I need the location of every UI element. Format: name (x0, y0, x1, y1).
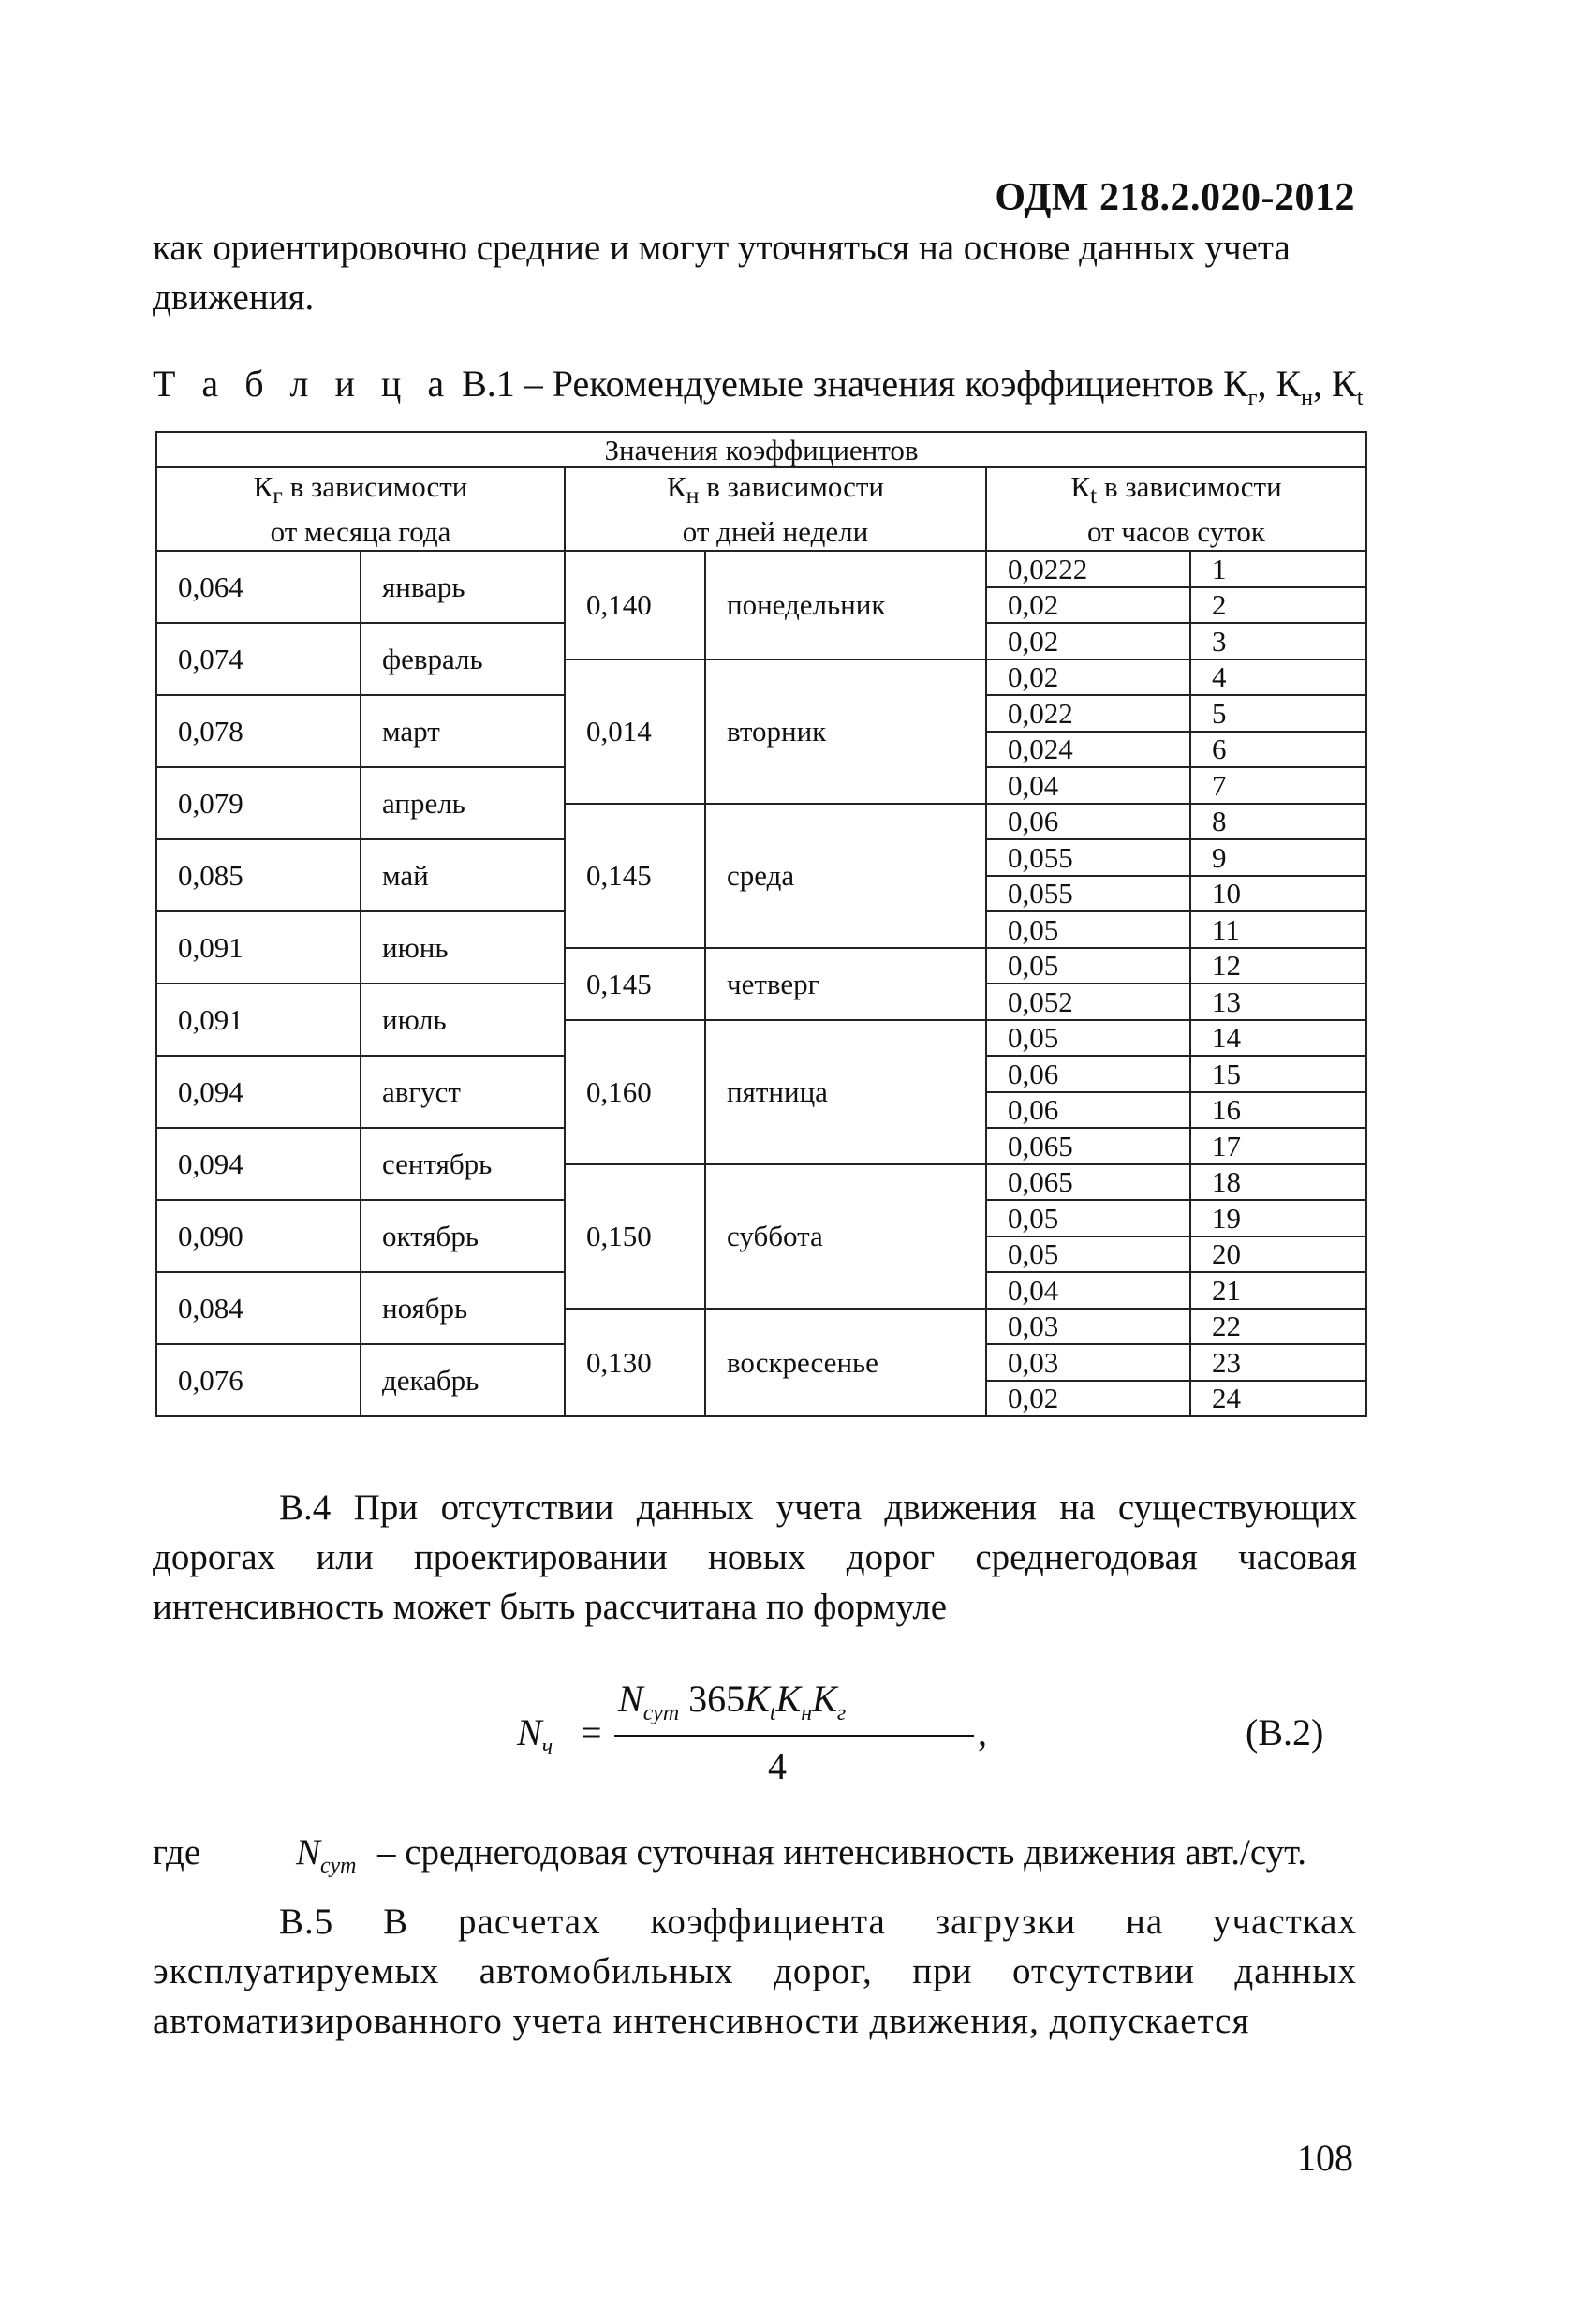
hour-coefficient: 0,0222 (986, 551, 1190, 587)
caption-sep-1: , К (1257, 363, 1302, 405)
hour-coefficient: 0,05 (986, 1236, 1190, 1273)
formula-number: (В.2) (1246, 1711, 1324, 1754)
intro-paragraph: как ориентировочно средние и могут уточняться на основе данных учета движения. (153, 228, 1291, 318)
hour-coefficient: 0,04 (986, 767, 1190, 804)
hour-number: 21 (1190, 1272, 1366, 1309)
month-name: ноябрь (361, 1272, 565, 1344)
hour-number: 8 (1190, 804, 1366, 840)
table-row (156, 551, 1366, 587)
hour-coefficient: 0,065 (986, 1164, 1190, 1201)
month-name: март (361, 695, 565, 767)
caption-prefix: Т а б л и ц а (153, 363, 453, 405)
hour-number: 6 (1190, 732, 1366, 768)
month-coefficient: 0,076 (156, 1344, 361, 1416)
day-coefficient: 0,014 (565, 659, 705, 804)
section-b5-paragraph: В.5 В расчетах коэффициента загрузки на участках эксплуатируемых автомобильных дорог, при отсутствии данных автоматизированного учета интенсивности движения, допускается (153, 1902, 1357, 2041)
month-coefficient: 0,078 (156, 695, 361, 767)
hour-number: 18 (1190, 1164, 1366, 1201)
section-b4-paragraph: В.4 При отсутствии данных учета движения на существующих дорогах или проектировании новых дорог среднегодовая часовая интенсивность может быть рассчитана по формуле (153, 1488, 1357, 1627)
caption-sub-r: г (1247, 386, 1258, 410)
table-caption (153, 362, 1363, 411)
day-coefficient: 0,140 (565, 551, 705, 659)
hour-coefficient: 0,05 (986, 1020, 1190, 1057)
header-kn (565, 467, 986, 551)
hour-number: 3 (1190, 623, 1366, 659)
day-coefficient: 0,145 (565, 948, 705, 1020)
hour-coefficient: 0,02 (986, 623, 1190, 659)
hour-coefficient: 0,05 (986, 1200, 1190, 1236)
hour-number: 24 (1190, 1381, 1366, 1417)
hour-coefficient: 0,052 (986, 984, 1190, 1020)
day-coefficient: 0,145 (565, 804, 705, 948)
hour-coefficient: 0,022 (986, 695, 1190, 732)
where-label: где (153, 1832, 201, 1873)
month-coefficient: 0,064 (156, 551, 361, 623)
hour-coefficient: 0,03 (986, 1344, 1190, 1381)
header-kt (986, 467, 1366, 551)
hour-coefficient: 0,05 (986, 911, 1190, 948)
hour-number: 1 (1190, 551, 1366, 587)
header-kr-text: в зависимости (282, 470, 468, 503)
hour-number: 22 (1190, 1309, 1366, 1345)
header-kt-text: в зависимости (1097, 470, 1282, 503)
hour-number: 13 (1190, 984, 1366, 1020)
hour-coefficient: 0,06 (986, 1092, 1190, 1129)
day-name: вторник (705, 659, 986, 804)
hour-number: 12 (1190, 948, 1366, 984)
hour-number: 11 (1190, 911, 1366, 948)
header-kr-sub: г (273, 481, 283, 510)
table-main-header: Значения коэффициентов (156, 432, 1366, 467)
document-code: ОДМ 218.2.020-2012 (995, 176, 1355, 219)
month-coefficient: 0,079 (156, 767, 361, 839)
formula-lhs-sub: ч (541, 1735, 553, 1759)
month-name: февраль (361, 623, 565, 695)
caption-text: В.1 – Рекомендуемые значения коэффициентов К (462, 363, 1248, 405)
month-coefficient: 0,094 (156, 1056, 361, 1128)
hour-number: 5 (1190, 695, 1366, 732)
where-symbol-sub: сут (320, 1853, 357, 1878)
month-coefficient: 0,074 (156, 623, 361, 695)
hour-coefficient: 0,02 (986, 587, 1190, 624)
hour-coefficient: 0,024 (986, 732, 1190, 768)
page-number: 108 (1297, 2137, 1353, 2179)
fraction-bar (614, 1735, 974, 1737)
formula-comma: , (978, 1711, 987, 1754)
hour-coefficient: 0,055 (986, 876, 1190, 912)
hour-number: 17 (1190, 1128, 1366, 1164)
formula-denominator: 4 (768, 1745, 787, 1787)
hour-number: 14 (1190, 1020, 1366, 1057)
month-name: октябрь (361, 1200, 565, 1272)
caption-sub-t: t (1356, 386, 1364, 410)
formula-b2 (517, 1677, 1004, 1787)
hour-coefficient: 0,05 (986, 948, 1190, 984)
hour-coefficient: 0,03 (986, 1309, 1190, 1345)
month-name: август (361, 1056, 565, 1128)
month-coefficient: 0,091 (156, 911, 361, 984)
hour-number: 9 (1190, 839, 1366, 876)
header-kn-line2: от дней недели (682, 515, 869, 549)
day-name: четверг (705, 948, 986, 1020)
day-name: среда (705, 804, 986, 948)
hour-number: 20 (1190, 1236, 1366, 1273)
where-clause (153, 1831, 1307, 1878)
month-coefficient: 0,090 (156, 1200, 361, 1272)
header-kr (156, 467, 565, 551)
header-kn-text: в зависимости (699, 470, 885, 503)
month-coefficient: 0,094 (156, 1128, 361, 1200)
hour-number: 16 (1190, 1092, 1366, 1129)
header-kr-line2: от месяца года (270, 515, 451, 549)
formula-lhs: $N_ч$ (517, 1711, 553, 1759)
hour-number: 23 (1190, 1344, 1366, 1381)
formula-numerator: $N_{сут}$ $365K_tK_нK_г$ (618, 1678, 847, 1725)
where-text: – среднегодовая суточная интенсивность движения авт./сут. (377, 1832, 1307, 1873)
day-name: пятница (705, 1020, 986, 1164)
month-name: май (361, 839, 565, 911)
hour-coefficient: 0,02 (986, 1381, 1190, 1417)
hour-number: 4 (1190, 659, 1366, 696)
month-name: сентябрь (361, 1128, 565, 1200)
header-kt-sub: t (1090, 481, 1098, 510)
hour-coefficient: 0,06 (986, 804, 1190, 840)
hour-coefficient: 0,055 (986, 839, 1190, 876)
month-coefficient: 0,085 (156, 839, 361, 911)
month-coefficient: 0,091 (156, 984, 361, 1056)
hour-coefficient: 0,02 (986, 659, 1190, 696)
month-name: декабрь (361, 1344, 565, 1416)
day-coefficient: 0,130 (565, 1309, 705, 1417)
hour-number: 10 (1190, 876, 1366, 912)
month-name: январь (361, 551, 565, 623)
hour-coefficient: 0,065 (986, 1128, 1190, 1164)
where-symbol: $N_{сут}$ (296, 1832, 357, 1878)
day-name: воскресенье (705, 1309, 986, 1417)
hour-number: 15 (1190, 1056, 1366, 1092)
header-kt-line2: от часов суток (1087, 515, 1265, 549)
day-coefficient: 0,160 (565, 1020, 705, 1164)
header-kr-symbol: К (253, 470, 273, 503)
hour-coefficient: 0,06 (986, 1056, 1190, 1092)
month-coefficient: 0,084 (156, 1272, 361, 1344)
header-kn-sub: н (686, 481, 700, 510)
hour-coefficient: 0,04 (986, 1272, 1190, 1309)
hour-number: 7 (1190, 767, 1366, 804)
header-kn-symbol: К (666, 470, 686, 503)
month-name: июнь (361, 911, 565, 984)
hour-number: 2 (1190, 587, 1366, 624)
month-name: апрель (361, 767, 565, 839)
caption-sub-n: н (1301, 386, 1314, 410)
day-name: понедельник (705, 551, 986, 659)
month-name: июль (361, 984, 565, 1056)
hour-number: 19 (1190, 1200, 1366, 1236)
header-kt-symbol: К (1070, 470, 1090, 503)
coefficients-table (155, 431, 1367, 1417)
caption-sep-2: , К (1313, 363, 1357, 405)
formula-equals: = (581, 1711, 602, 1754)
day-name: суббота (705, 1164, 986, 1309)
day-coefficient: 0,150 (565, 1164, 705, 1309)
